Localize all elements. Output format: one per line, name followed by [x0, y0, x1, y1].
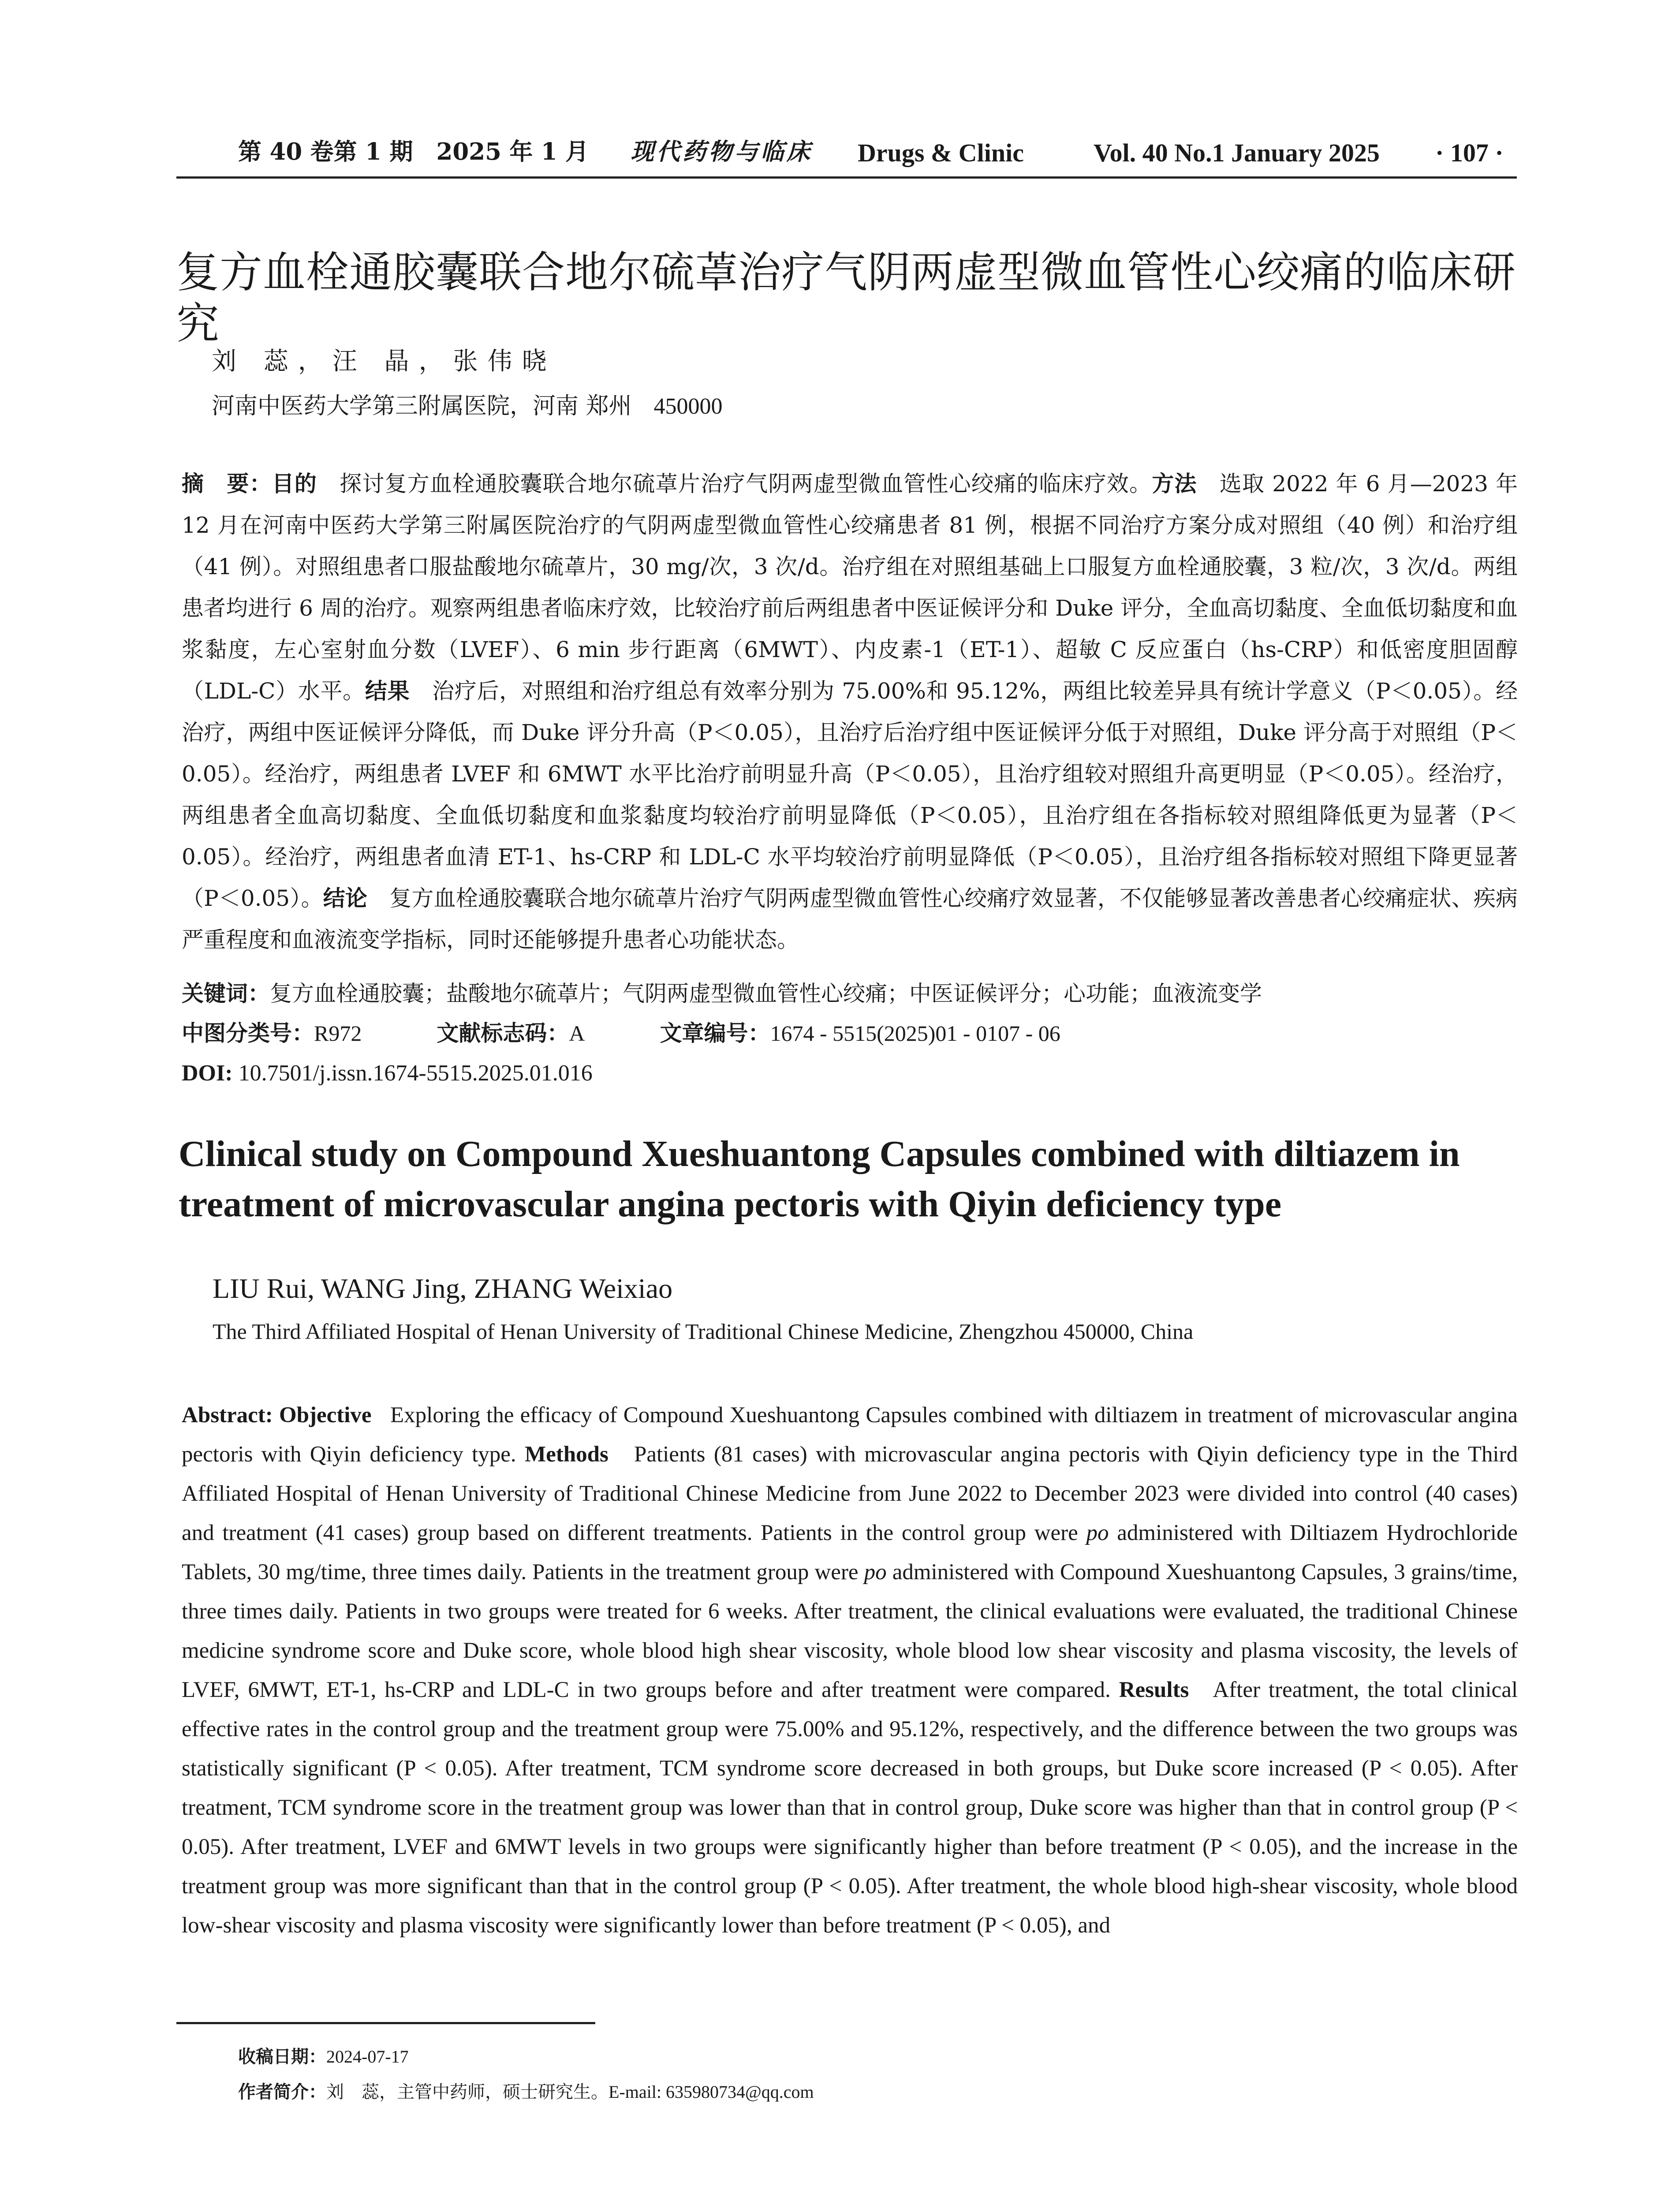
- header-journal-cn: 现代药物与临床: [631, 138, 813, 165]
- header-rule: [176, 176, 1517, 179]
- affiliation-cn: 河南中医药大学第三附属医院，河南 郑州 450000: [212, 393, 723, 419]
- article-title-cn: 复方血栓通胶囊联合地尔硫䓬治疗气阴两虚型微血管性心绞痛的临床研究: [176, 247, 1516, 349]
- doi: DOI: 10.7501/j.issn.1674-5515.2025.01.016: [182, 1061, 593, 1086]
- header-volume-en: Vol. 40 No.1 January 2025: [1094, 138, 1380, 167]
- header-journal-en: Drugs & Clinic: [858, 138, 1024, 167]
- affiliation-en: The Third Affiliated Hospital of Henan University of Traditional Chinese Medicine, Zhengzhou 450000, China: [213, 1319, 1194, 1344]
- classification-line: 中图分类号：R972 文献标志码：A 文章编号：1674 - 5515(2025)01 - 0107 - 06: [182, 1020, 1060, 1046]
- abstract-cn: 摘 要：目的 探讨复方血栓通胶囊联合地尔硫䓬片治疗气阴两虚型微血管性心绞痛的临床疗效。方法 选取 2022 年 6 月—2023 年 12 月在河南中医药大学第三附属医院治疗的气阴两虚型微血管性心绞痛患者 81 例，根据不同治疗方案分成对照组（40 例）和治疗组（41 例）。对照组患者口服盐酸地尔硫䓬片，30 mg/次，3 次/d。治疗组在对照组基础上口服复方血栓通胶囊，3 粒/次，3 次/d。两组患者均进行 6 周的治疗。观察两组患者临床疗效，比较治疗前后两组患者中医证候评分和 Duke 评分，全血高切黏度、全血低切黏度和血浆黏度，左心室射血分数（LVEF）、6 min 步行距离（6MWT）、内皮素-1（ET-1）、超敏 C 反应蛋白（hs-CRP）和低密度胆固醇（LDL-C）水平。结果 治疗后，对照组和治疗组总有效率分别为 75.00%和 95.12%，两组比较差异具有统计学意义（P＜0.05）。经治疗，两组中医证候评分降低，而 Duke 评分升高（P＜0.05），且治疗后治疗组中医证候评分低于对照组，Duke 评分高于对照组（P＜0.05）。经治疗，两组患者 LVEF 和 6MWT 水平比治疗前明显升高（P＜0.05），且治疗组较对照组升高更明显（P＜0.05）。经治疗，两组患者全血高切黏度、全血低切黏度和血浆黏度均较治疗前明显降低（P＜0.05），且治疗组在各指标较对照组降低更为显著（P＜0.05）。经治疗，两组患者血清 ET-1、hs-CRP 和 LDL-C 水平均较治疗前明显降低（P＜0.05），且治疗组各指标较对照组下降更显著（P＜0.05）。结论 复方血栓通胶囊联合地尔硫䓬片治疗气阴两虚型微血管性心绞痛疗效显著，不仅能够显著改善患者心绞痛症状、疾病严重程度和血液流变学指标，同时还能够提升患者心功能状态。: [182, 471, 1518, 953]
- header-volume-cn: 第 40 卷第 1 期 2025 年 1 月: [238, 138, 589, 165]
- abstract-en: Abstract: Objective Exploring the efficacy of Compound Xueshuantong Capsules combined with diltiazem in treatment of microvascular angina pectoris with Qiyin deficiency type. Methods Patients (81 cases) with microvascular angina pectoris with Qiyin deficiency type in the Third Affiliated Hospital of Henan University of Traditional Chinese Medicine from June 2022 to December 2023 were divided into control (40 cases) and treatment (41 cases) group based on different treatments. Patients in the control group were po administered with Diltiazem Hydrochloride Tablets, 30 mg/time, three times daily. Patients in the treatment group were po administered with Compound Xueshuantong Capsules, 3 grains/time, three times daily. Patients in two groups were treated for 6 weeks. After treatment, the clinical evaluations were evaluated, the traditional Chinese medicine syndrome score and Duke score, whole blood high shear viscosity, whole blood low shear viscosity and plasma viscosity, the levels of LVEF, 6MWT, ET-1, hs-CRP and LDL-C in two groups before and after treatment were compared. Results After treatment, the total clinical effective rates in the control group and the treatment group were 75.00% and 95.12%, respectively, and the difference between the two groups was statistically significant (P < 0.05). After treatment, TCM syndrome score decreased in both groups, but Duke score increased (P < 0.05). After treatment, TCM syndrome score in the treatment group was lower than that in control group, Duke score was higher than that in control group (P < 0.05). After treatment, LVEF and 6MWT levels in two groups were significantly higher than before treatment (P < 0.05), and the increase in the treatment group was more significant than that in the control group (P < 0.05). After treatment, the whole blood high-shear viscosity, whole blood low-shear viscosity and plasma viscosity were significantly lower than before treatment (P < 0.05), and: [182, 1403, 1518, 1938]
- author-bio: 作者简介：刘 蕊，主管中药师，硕士研究生。E-mail: 635980734@qq.com: [238, 2082, 814, 2102]
- article-title-en: Clinical study on Compound Xueshuantong Capsules combined with diltiazem in treatment of microvascular angina pectoris with Qiyin deficiency type: [179, 1133, 1460, 1225]
- received-date: 收稿日期：2024-07-17: [238, 2047, 409, 2067]
- footnote-rule: [176, 2022, 595, 2024]
- abstract-label-cn: 摘 要：: [182, 471, 272, 497]
- authors-cn: 刘 蕊，汪 晶，张伟晓: [212, 347, 556, 376]
- authors-en: LIU Rui, WANG Jing, ZHANG Weixiao: [213, 1273, 673, 1304]
- page-number: · 107 ·: [1435, 138, 1504, 167]
- keywords-cn: 关键词：复方血栓通胶囊；盐酸地尔硫䓬片；气阴两虚型微血管性心绞痛；中医证候评分；心功能；血液流变学: [182, 981, 1262, 1006]
